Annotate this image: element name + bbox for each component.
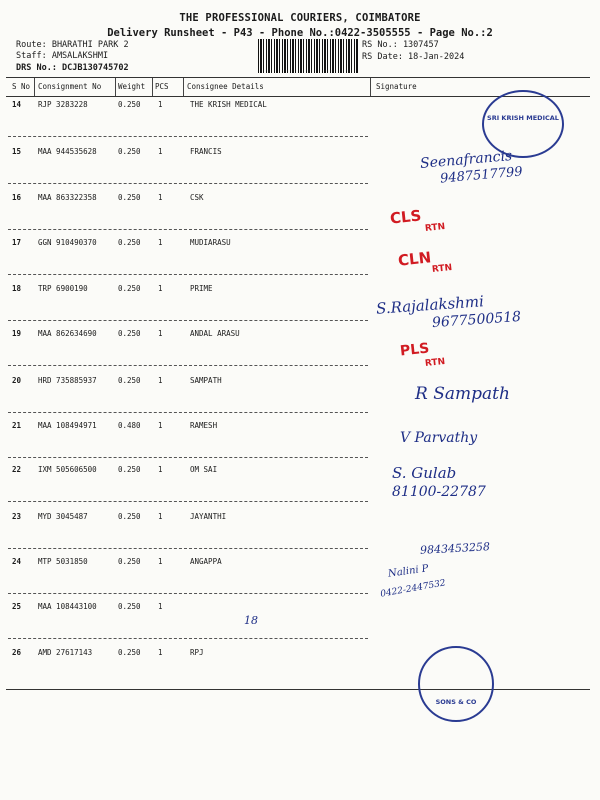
weight: 0.480 bbox=[118, 421, 141, 430]
row-divider bbox=[8, 501, 368, 502]
consignment-no: MAA 944535628 bbox=[38, 147, 97, 156]
consignment-no: IXM 505606500 bbox=[38, 465, 97, 474]
col-divider bbox=[183, 78, 184, 96]
sno: 17 bbox=[12, 238, 22, 247]
sno: 15 bbox=[12, 147, 22, 156]
consignment-no: MAA 108443100 bbox=[38, 602, 97, 611]
row-divider bbox=[8, 548, 368, 549]
consignment-no: GGN 910490370 bbox=[38, 238, 97, 247]
phone-18: 9677500518 bbox=[431, 308, 522, 332]
consignment-no: HRD 735885937 bbox=[38, 376, 97, 385]
phone-24: 0422-2447532 bbox=[379, 578, 447, 600]
pcs: 1 bbox=[158, 465, 163, 474]
subtitle: Delivery Runsheet - P43 - Phone No.:0422-3505555 - Page No.:2 bbox=[107, 27, 493, 39]
row-divider bbox=[8, 320, 368, 321]
sno: 24 bbox=[12, 557, 22, 566]
consignee: CSK bbox=[190, 193, 204, 202]
sno: 25 bbox=[12, 602, 22, 611]
sno: 21 bbox=[12, 421, 22, 430]
pcs: 1 bbox=[158, 238, 163, 247]
consignee: OM SAI bbox=[190, 465, 218, 474]
rs-date: RS Date: 18-Jan-2024 bbox=[362, 52, 465, 62]
consignee: SAMPATH bbox=[190, 376, 222, 385]
row-divider bbox=[8, 412, 368, 413]
status-mark-17b: RTN bbox=[431, 262, 453, 276]
consignment-no: MAA 862634690 bbox=[38, 329, 97, 338]
row-divider bbox=[8, 365, 368, 366]
row-divider bbox=[8, 638, 368, 639]
consignee: ANDAL ARASU bbox=[190, 329, 240, 338]
col-header-consignment: Consignment No bbox=[38, 82, 102, 91]
status-mark-19: PLS bbox=[399, 340, 431, 360]
signature-15: Seenafrancis bbox=[419, 148, 513, 172]
table-row bbox=[0, 421, 600, 467]
table-row bbox=[0, 329, 600, 375]
row-divider bbox=[8, 229, 368, 230]
route: Route: BHARATHI PARK 2 bbox=[16, 40, 129, 50]
pcs: 1 bbox=[158, 100, 163, 109]
row-divider bbox=[8, 183, 368, 184]
table-bottom-rule bbox=[6, 689, 590, 690]
weight: 0.250 bbox=[118, 512, 141, 521]
note-25: 18 bbox=[244, 614, 258, 627]
signature-23: 9843453258 bbox=[419, 540, 491, 557]
row-divider bbox=[8, 593, 368, 594]
signature-21: V Parvathy bbox=[400, 430, 478, 446]
col-header-sno: S No bbox=[12, 82, 31, 91]
sno: 14 bbox=[12, 100, 22, 109]
company-stamp bbox=[418, 646, 494, 722]
pcs: 1 bbox=[158, 602, 163, 611]
pcs: 1 bbox=[158, 376, 163, 385]
col-header-pcs: PCS bbox=[155, 82, 169, 91]
table-row bbox=[0, 465, 600, 511]
consignment-no: MAA 863322358 bbox=[38, 193, 97, 202]
weight: 0.250 bbox=[118, 238, 141, 247]
col-divider bbox=[152, 78, 153, 96]
status-mark-17: CLN bbox=[397, 248, 432, 270]
pcs: 1 bbox=[158, 648, 163, 657]
table-row bbox=[0, 238, 600, 284]
weight: 0.250 bbox=[118, 284, 141, 293]
consignment-no: MTP 5031850 bbox=[38, 557, 88, 566]
consignment-no: MAA 108494971 bbox=[38, 421, 97, 430]
consignment-no: MYD 3045487 bbox=[38, 512, 88, 521]
pcs: 1 bbox=[158, 421, 163, 430]
weight: 0.250 bbox=[118, 465, 141, 474]
row-divider bbox=[8, 274, 368, 275]
consignee: RAMESH bbox=[190, 421, 218, 430]
row-divider bbox=[8, 136, 368, 137]
status-mark-19b: RTN bbox=[424, 356, 446, 370]
table-row bbox=[0, 602, 600, 648]
consignee: JAYANTHI bbox=[190, 512, 227, 521]
consignee: ANGAPPA bbox=[190, 557, 222, 566]
sno: 22 bbox=[12, 465, 22, 474]
stamp-text: SRI KRISH MEDICAL bbox=[487, 114, 559, 122]
col-header-weight: Weight bbox=[118, 82, 146, 91]
signature-18: S.Rajalakshmi bbox=[375, 292, 485, 318]
consignee: RPJ bbox=[190, 648, 204, 657]
col-header-signature: Signature bbox=[376, 82, 417, 91]
sno: 23 bbox=[12, 512, 22, 521]
pcs: 1 bbox=[158, 284, 163, 293]
weight: 0.250 bbox=[118, 376, 141, 385]
staff: Staff: AMSALAKSHMI bbox=[16, 51, 109, 61]
col-header-consignee: Consignee Details bbox=[187, 82, 264, 91]
row-divider bbox=[8, 457, 368, 458]
sno: 19 bbox=[12, 329, 22, 338]
sno: 18 bbox=[12, 284, 22, 293]
status-mark-16b: RTN bbox=[424, 221, 446, 235]
weight: 0.250 bbox=[118, 329, 141, 338]
weight: 0.250 bbox=[118, 193, 141, 202]
barcode bbox=[258, 39, 358, 73]
weight: 0.250 bbox=[118, 557, 141, 566]
signature-20: R Sampath bbox=[415, 384, 510, 404]
pcs: 1 bbox=[158, 329, 163, 338]
sno: 20 bbox=[12, 376, 22, 385]
rs-number: RS No.: 1307457 bbox=[362, 40, 439, 50]
phone-22: 81100-22787 bbox=[392, 484, 486, 500]
consignee: FRANCIS bbox=[190, 147, 222, 156]
weight: 0.250 bbox=[118, 602, 141, 611]
consignment-no: TRP 6900190 bbox=[38, 284, 88, 293]
title: THE PROFESSIONAL COURIERS, COIMBATORE bbox=[179, 12, 421, 24]
consignee: PRIME bbox=[190, 284, 213, 293]
table-row bbox=[0, 376, 600, 422]
pcs: 1 bbox=[158, 193, 163, 202]
pcs: 1 bbox=[158, 512, 163, 521]
weight: 0.250 bbox=[118, 147, 141, 156]
consignee: THE KRISH MEDICAL bbox=[190, 100, 267, 109]
table-row bbox=[0, 512, 600, 558]
consignment-no: AMD 27617143 bbox=[38, 648, 93, 657]
weight: 0.250 bbox=[118, 648, 141, 657]
consignment-no: RJP 3283228 bbox=[38, 100, 88, 109]
signature-24: Nalini P bbox=[387, 563, 430, 580]
pcs: 1 bbox=[158, 147, 163, 156]
table-row bbox=[0, 193, 600, 239]
sno: 26 bbox=[12, 648, 22, 657]
col-divider bbox=[115, 78, 116, 96]
header-top-rule bbox=[6, 77, 590, 78]
weight: 0.250 bbox=[118, 100, 141, 109]
pcs: 1 bbox=[158, 557, 163, 566]
stamp-text: SONS & CO bbox=[435, 698, 477, 706]
medical-stamp bbox=[482, 90, 564, 158]
col-divider bbox=[370, 78, 371, 96]
signature-22: S. Gulab bbox=[392, 464, 457, 482]
phone-15: 9487517799 bbox=[439, 164, 524, 187]
status-mark-16: CLS bbox=[389, 206, 423, 228]
col-divider bbox=[34, 78, 35, 96]
table-row bbox=[0, 648, 600, 694]
drs-number: DRS No.: DCJB130745702 bbox=[16, 63, 129, 73]
table-row bbox=[0, 557, 600, 603]
sno: 16 bbox=[12, 193, 22, 202]
consignee: MUDIARASU bbox=[190, 238, 231, 247]
